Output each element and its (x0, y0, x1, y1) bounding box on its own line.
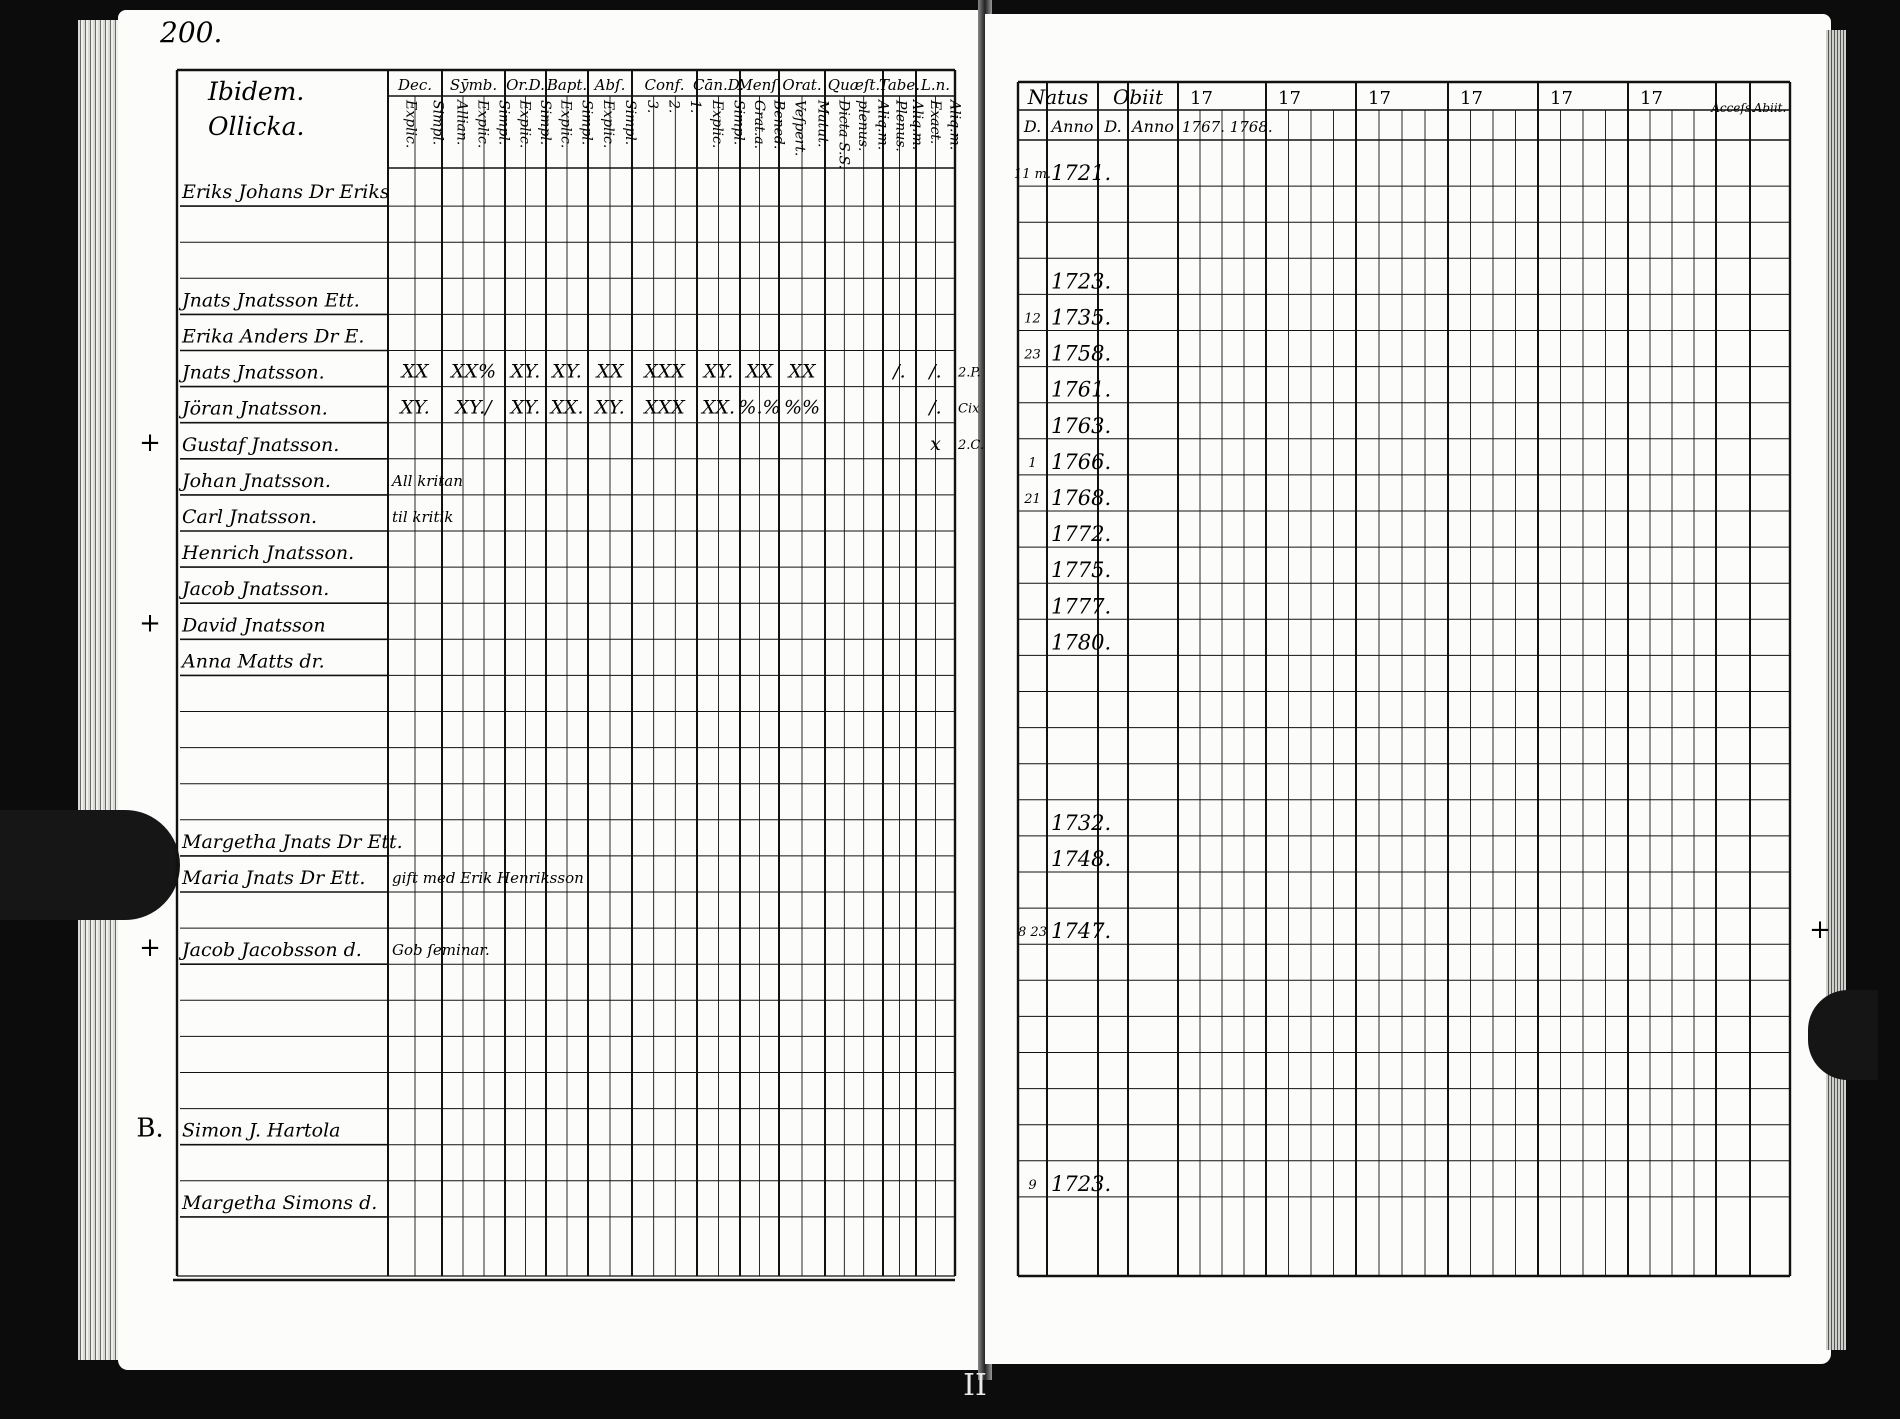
parishioner-name: Jacob Jacobsson d. (182, 939, 362, 962)
exam-mark: XX (788, 360, 816, 383)
accessit-header: Acceſs. (1711, 101, 1755, 115)
birth-day: 11 m. (1013, 167, 1052, 183)
exam-mark: XX. (550, 396, 584, 419)
column-subheader: Bened. (770, 100, 787, 150)
birth-year: 1723. (1051, 269, 1112, 294)
column-subheader: 1. (687, 100, 704, 114)
exam-mark: XY. (552, 360, 582, 383)
exam-mark: XY. (510, 396, 541, 419)
parishioner-name: Jacob Jnatsson. (182, 578, 330, 601)
parish-title-ibidem: Ibidem. (208, 77, 305, 106)
exam-mark: gift med Erik Henriksson (392, 869, 584, 887)
parishioner-name: Jöran Jnatsson. (182, 397, 328, 420)
exam-mark: XY. (400, 396, 430, 419)
obiit-day-header: D. (1104, 117, 1122, 136)
column-header-3: Bapt. (546, 76, 588, 94)
birth-year: 1780. (1051, 630, 1112, 655)
exam-mark: XX% (450, 360, 497, 383)
column-subheader: Dicta S.S. (835, 100, 852, 170)
margin-mark: + (139, 608, 161, 639)
exam-mark: til kritik (392, 508, 454, 526)
year-group-header: 17 (1640, 88, 1663, 109)
column-subheader: Simpl. (429, 100, 446, 146)
bottom-mark: II (963, 1368, 987, 1403)
column-subheader: Explic. (516, 100, 533, 149)
exam-mark: XX (401, 360, 429, 383)
parishioner-name: Maria Jnats Dr Ett. (182, 867, 366, 889)
column-header-1: Sȳmb. (449, 76, 498, 94)
page-number: 200. (160, 16, 223, 49)
parishioner-name: Johan Jnatsson. (182, 469, 331, 492)
column-subheader: Explic. (708, 100, 725, 149)
birth-day: 21 (1024, 492, 1041, 507)
birth-day: 1 (1028, 455, 1037, 471)
gutter-mark: 2.C. (958, 437, 985, 453)
parishioner-name: Gustaf Jnatsson. (182, 433, 340, 456)
parishioner-name: Erika Anders Dr E. (182, 325, 365, 348)
exam-mark: XY./ (455, 396, 492, 419)
year-group-header: 17 (1460, 88, 1483, 109)
natus-header: Natus (1027, 85, 1089, 109)
column-subheader: Exact. (926, 100, 943, 145)
parishioner-name: Margetha Jnats Dr Ett. (182, 830, 403, 853)
parishioner-name: David Jnatsson (182, 614, 326, 637)
column-header-9: Quæſt. (827, 76, 881, 94)
exam-mark: /. (929, 396, 942, 419)
gutter-mark: 2.P. (958, 365, 981, 381)
exam-mark: XY. (595, 396, 625, 419)
column-subheader: Explic. (474, 100, 491, 149)
parishioner-name: Margetha Simons d. (182, 1191, 378, 1214)
column-subheader: Plenus. (892, 100, 909, 152)
birth-day: 23 (1024, 347, 1041, 363)
column-subheader: Explic. (557, 100, 574, 149)
column-subheader: Matut. (814, 100, 831, 148)
column-subheader: Simpl. (495, 100, 512, 146)
column-header-4: Abſ. (594, 76, 626, 94)
column-header-7: Menſ. (737, 76, 782, 94)
parishioner-name: Anna Matts dr. (182, 650, 325, 673)
column-header-5: Conf. (644, 76, 685, 94)
birth-year: 1775. (1051, 558, 1112, 583)
obiit-anno-header: Anno (1132, 117, 1174, 136)
column-header-10: Tabe. (878, 76, 921, 94)
year-group-subheader: 1767. 1768. (1182, 118, 1273, 136)
year-group-header: 17 (1278, 88, 1301, 109)
column-subheader: Aliq.m. (874, 100, 891, 151)
birth-year: 1763. (1051, 413, 1112, 438)
year-group-header: 17 (1368, 88, 1391, 109)
village-title: Ollicka. (208, 112, 305, 141)
exam-mark: %% (783, 396, 821, 419)
column-subheader: Simpl. (578, 100, 595, 146)
birth-day: 8 23 (1018, 925, 1047, 941)
exam-mark: /. (893, 360, 906, 383)
exam-mark: XY. (510, 360, 541, 383)
parishioner-name: Jnats Jnatsson. (182, 361, 325, 384)
birth-year: 1772. (1051, 522, 1112, 547)
birth-year: 1777. (1051, 594, 1112, 619)
birth-year: 1768. (1051, 486, 1112, 510)
column-subheader: 2. (665, 100, 682, 114)
birth-day: 9 (1028, 1177, 1037, 1193)
column-subheader: plenus. (855, 100, 871, 152)
year-group-header: 17 (1190, 88, 1213, 109)
birth-year: 1761. (1051, 377, 1112, 402)
margin-mark: + (1809, 915, 1831, 946)
parishioner-name: Simon J. Hartola (182, 1119, 341, 1142)
birth-year: 1732. (1051, 810, 1112, 835)
birth-year: 1735. (1051, 305, 1112, 330)
exam-mark: XY. (703, 360, 734, 383)
exam-mark: XXX (644, 360, 685, 383)
margin-mark: + (139, 427, 161, 458)
exam-mark: XX (745, 360, 774, 383)
margin-mark: B. (136, 1113, 164, 1144)
column-subheader: Simpl. (622, 100, 638, 146)
parishioner-name: Henrich Jnatsson. (182, 542, 355, 565)
exam-mark: x (930, 432, 941, 455)
exam-mark: /. (929, 360, 942, 383)
column-header-0: Dec. (397, 76, 433, 94)
column-header-8: Orat. (782, 76, 822, 94)
parishioner-name: Eriks Johans Dr Eriks (182, 181, 390, 204)
exam-mark: XX. (701, 396, 736, 419)
birth-year: 1723. (1051, 1171, 1112, 1196)
column-header-6: Cān.D. (692, 76, 745, 94)
column-subheader: Explic. (600, 100, 616, 149)
birth-year: 1758. (1051, 341, 1112, 366)
natus-anno-header: Anno (1051, 117, 1094, 136)
column-subheader: Veſpert. (791, 100, 808, 157)
exam-mark: XX (596, 360, 624, 383)
parishioner-name: Jnats Jnatsson Ett. (182, 289, 360, 312)
exam-mark: Gob ſeminar. (392, 941, 490, 960)
exam-mark: %.% (738, 396, 781, 419)
column-header-2: Or.D. (506, 76, 545, 94)
natus-day-header: D. (1023, 117, 1042, 136)
birth-year: 1766. (1051, 449, 1112, 474)
gutter-mark: Cix (958, 401, 980, 417)
column-subheader: Grat.a. (750, 100, 767, 150)
column-subheader: Allian. (453, 100, 470, 146)
column-subheader: Aliq.m. (908, 100, 925, 151)
abiit-header: Abiit. (1753, 101, 1787, 115)
obiit-header: Obiit (1112, 85, 1164, 109)
birth-day: 12 (1024, 311, 1041, 327)
birth-year: 1747. (1051, 919, 1112, 944)
parishioner-name: Carl Jnatsson. (182, 506, 318, 528)
column-subheader: Simpl. (536, 100, 553, 146)
birth-year: 1721. (1051, 161, 1112, 186)
year-group-header: 17 (1550, 88, 1573, 109)
column-subheader: 3. (643, 100, 660, 114)
exam-mark: XXX (644, 396, 685, 419)
column-subheader: Simpl. (730, 100, 747, 146)
column-subheader: Aliq.m. (946, 100, 963, 151)
column-header-11: L.n. (920, 76, 951, 94)
margin-mark: + (139, 933, 161, 964)
column-subheader: Explic. (402, 100, 419, 149)
birth-year: 1748. (1051, 847, 1112, 871)
exam-mark: All kritan (392, 471, 463, 490)
